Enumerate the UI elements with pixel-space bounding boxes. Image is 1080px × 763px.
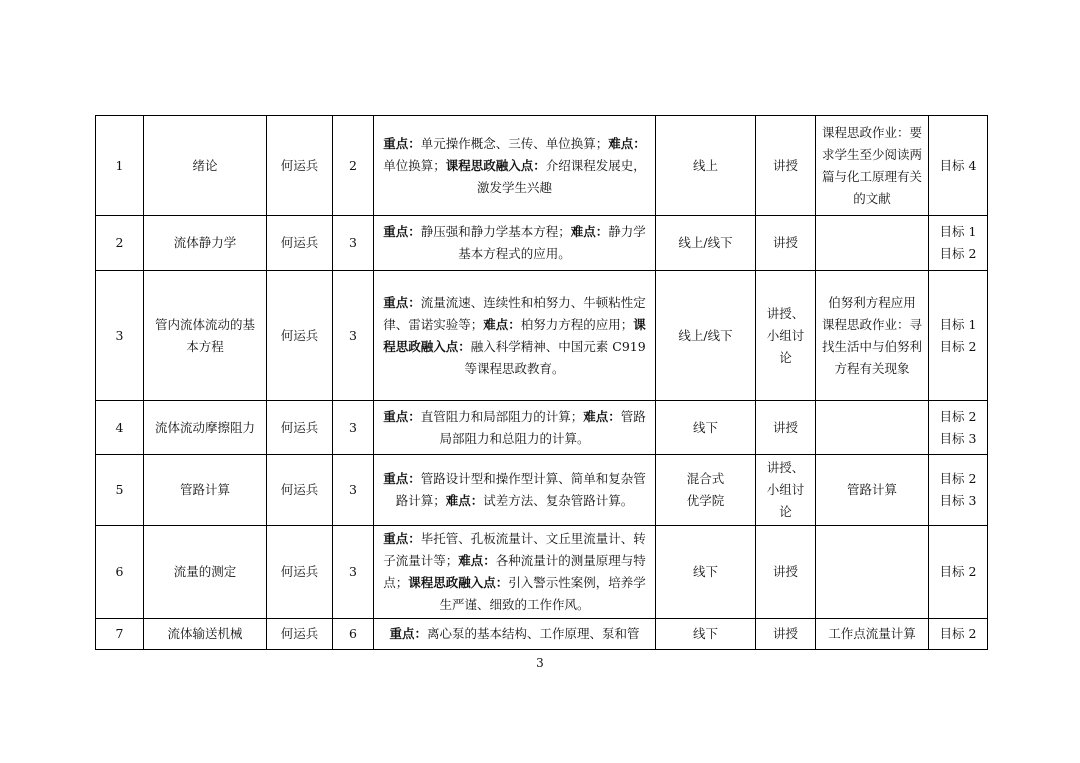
cell-line: 目标 1 [939,316,977,332]
table-row [96,216,988,271]
teacher-cell: 何运兵 [267,526,333,619]
table-body [96,116,988,650]
goals-cell [929,401,988,455]
content-cell [374,116,656,216]
cell-line: 线下 [692,626,718,641]
content-cell [374,526,656,619]
teacher-cell: 何运兵 [267,271,333,401]
table-row [96,526,988,619]
keyword-label: 难点： [608,135,646,151]
cell-line: 目标 2 [939,471,977,486]
content-text: 各种流量计的测量原理与特点； [383,553,646,590]
mode-cell [656,455,756,526]
row-number: 6 [96,526,144,619]
cell-line: 工作点流量计算 [828,626,916,641]
table-row [96,271,988,401]
cell-line: 课程思政作业：要求学生至少阅读两篇与化工原理有关的文献 [821,124,922,206]
content-text: 静力学基本方程式的应用。 [458,224,646,261]
page-number: 3 [536,656,544,670]
cell-line: 线上/线下 [678,327,733,343]
cell-line: 线上 [692,157,718,173]
method-cell: 讲授 [756,116,816,216]
hours-cell: 2 [333,116,374,216]
teacher-cell: 何运兵 [267,401,333,455]
topic-cell: 流量的测定 [144,526,267,619]
cell-line: 优学院 [686,493,725,508]
mode-cell [656,216,756,271]
content-text: 引入警示性案例，培养学生严谨、细致的工作作风。 [439,575,646,612]
assignment-cell [816,526,929,619]
topic-cell: 流体流动摩擦阻力 [144,401,267,455]
cell-line: 目标 3 [939,493,977,508]
cell-line: 课程思政作业：寻找生活中与伯努利方程有关现象 [821,316,922,376]
cell-line: 目标 3 [939,430,977,446]
cell-line: 目标 2 [939,564,977,579]
keyword-label: 难点： [458,553,496,568]
keyword-label: 重点： [389,626,427,641]
keyword-label: 难点： [483,316,521,332]
mode-cell [656,401,756,455]
keyword-label: 重点： [383,408,421,424]
cell-line: 线下 [692,564,718,579]
method-cell: 讲授 [756,619,816,650]
goals-cell [929,216,988,271]
content-text: 管路设计型和操作型计算、简单和复杂管路计算； [395,471,646,508]
hours-cell: 3 [333,271,374,401]
course-schedule-table [95,115,988,650]
content-cell [374,216,656,271]
hours-cell: 3 [333,401,374,455]
goals-cell [929,619,988,650]
assignment-cell [816,455,929,526]
content-text: 直管阻力和局部阻力的计算； [420,408,584,424]
table-row [96,619,988,650]
hours-cell: 3 [333,526,374,619]
assignment-cell [816,271,929,401]
row-number: 7 [96,619,144,650]
keyword-label: 课程思政融入点： [408,575,509,590]
assignment-cell [816,619,929,650]
topic-cell: 管内流体流动的基本方程 [144,271,267,401]
topic-cell: 流体静力学 [144,216,267,271]
cell-line: 目标 1 [939,224,977,239]
goals-cell [929,116,988,216]
table-row [96,401,988,455]
row-number: 3 [96,271,144,401]
content-cell [374,401,656,455]
assignment-cell [816,401,929,455]
assignment-cell [816,216,929,271]
cell-line: 伯努利方程应用 [828,294,916,310]
keyword-label: 难点： [583,408,621,424]
cell-line: 混合式 [686,471,725,486]
row-number: 4 [96,401,144,455]
goals-cell [929,455,988,526]
content-text: 单元操作概念、三传、单位换算； [420,135,609,151]
cell-line: 管路计算 [846,482,897,497]
mode-cell [656,619,756,650]
teacher-cell: 何运兵 [267,455,333,526]
goals-cell [929,271,988,401]
keyword-label: 课程思政融入点： [383,316,646,354]
content-text: 试差方法、复杂管路计算。 [483,493,634,508]
method-cell: 讲授 [756,401,816,455]
method-cell: 讲授 [756,526,816,619]
mode-cell [656,526,756,619]
method-cell: 讲授 [756,216,816,271]
method-cell: 讲授、小组讨论 [756,455,816,526]
content-text: 流量流速、连续性和柏努力、牛顿粘性定律、雷诺实验等； [383,294,646,332]
cell-line: 目标 4 [939,157,977,173]
keyword-label: 重点： [383,531,421,546]
content-text: 静压强和静力学基本方程； [420,224,571,239]
content-text: 柏努力方程的应用； [520,316,634,332]
content-text: 毕托管、孔板流量计、文丘里流量计、转子流量计等； [383,531,646,568]
teacher-cell: 何运兵 [267,619,333,650]
content-text: 单位换算； [383,157,446,173]
teacher-cell: 何运兵 [267,116,333,216]
mode-cell [656,116,756,216]
cell-line: 目标 2 [939,246,977,261]
keyword-label: 重点： [383,135,421,151]
hours-cell: 3 [333,216,374,271]
content-text: 离心泵的基本结构、工作原理、泵和管 [427,626,640,641]
keyword-label: 重点： [383,224,421,239]
keyword-label: 难点： [570,224,609,239]
keyword-label: 重点： [383,471,421,486]
method-cell: 讲授、小组讨论 [756,271,816,401]
cell-line: 线上/线下 [678,235,733,250]
table-row [96,455,988,526]
assignment-cell [816,116,929,216]
content-cell [374,271,656,401]
row-number: 2 [96,216,144,271]
hours-cell: 6 [333,619,374,650]
topic-cell: 绪论 [144,116,267,216]
content-text: 管路局部阻力和总阻力的计算。 [439,408,646,446]
cell-line: 目标 2 [939,338,977,354]
keyword-label: 重点： [383,294,421,310]
cell-line: 目标 2 [939,626,977,641]
mode-cell [656,271,756,401]
keyword-label: 难点： [445,493,484,508]
teacher-cell: 何运兵 [267,216,333,271]
content-text: 介绍课程发展史，激发学生兴趣 [476,157,646,195]
table-row [96,116,988,216]
content-cell [374,619,656,650]
cell-line: 目标 2 [939,408,977,424]
row-number: 1 [96,116,144,216]
cell-line: 线下 [692,419,718,435]
topic-cell: 管路计算 [144,455,267,526]
content-text: 融入科学精神、中国元素 C919 等课程思政教育。 [464,338,646,376]
content-cell [374,455,656,526]
row-number: 5 [96,455,144,526]
goals-cell [929,526,988,619]
keyword-label: 课程思政融入点： [445,157,546,173]
hours-cell: 3 [333,455,374,526]
topic-cell: 流体输送机械 [144,619,267,650]
